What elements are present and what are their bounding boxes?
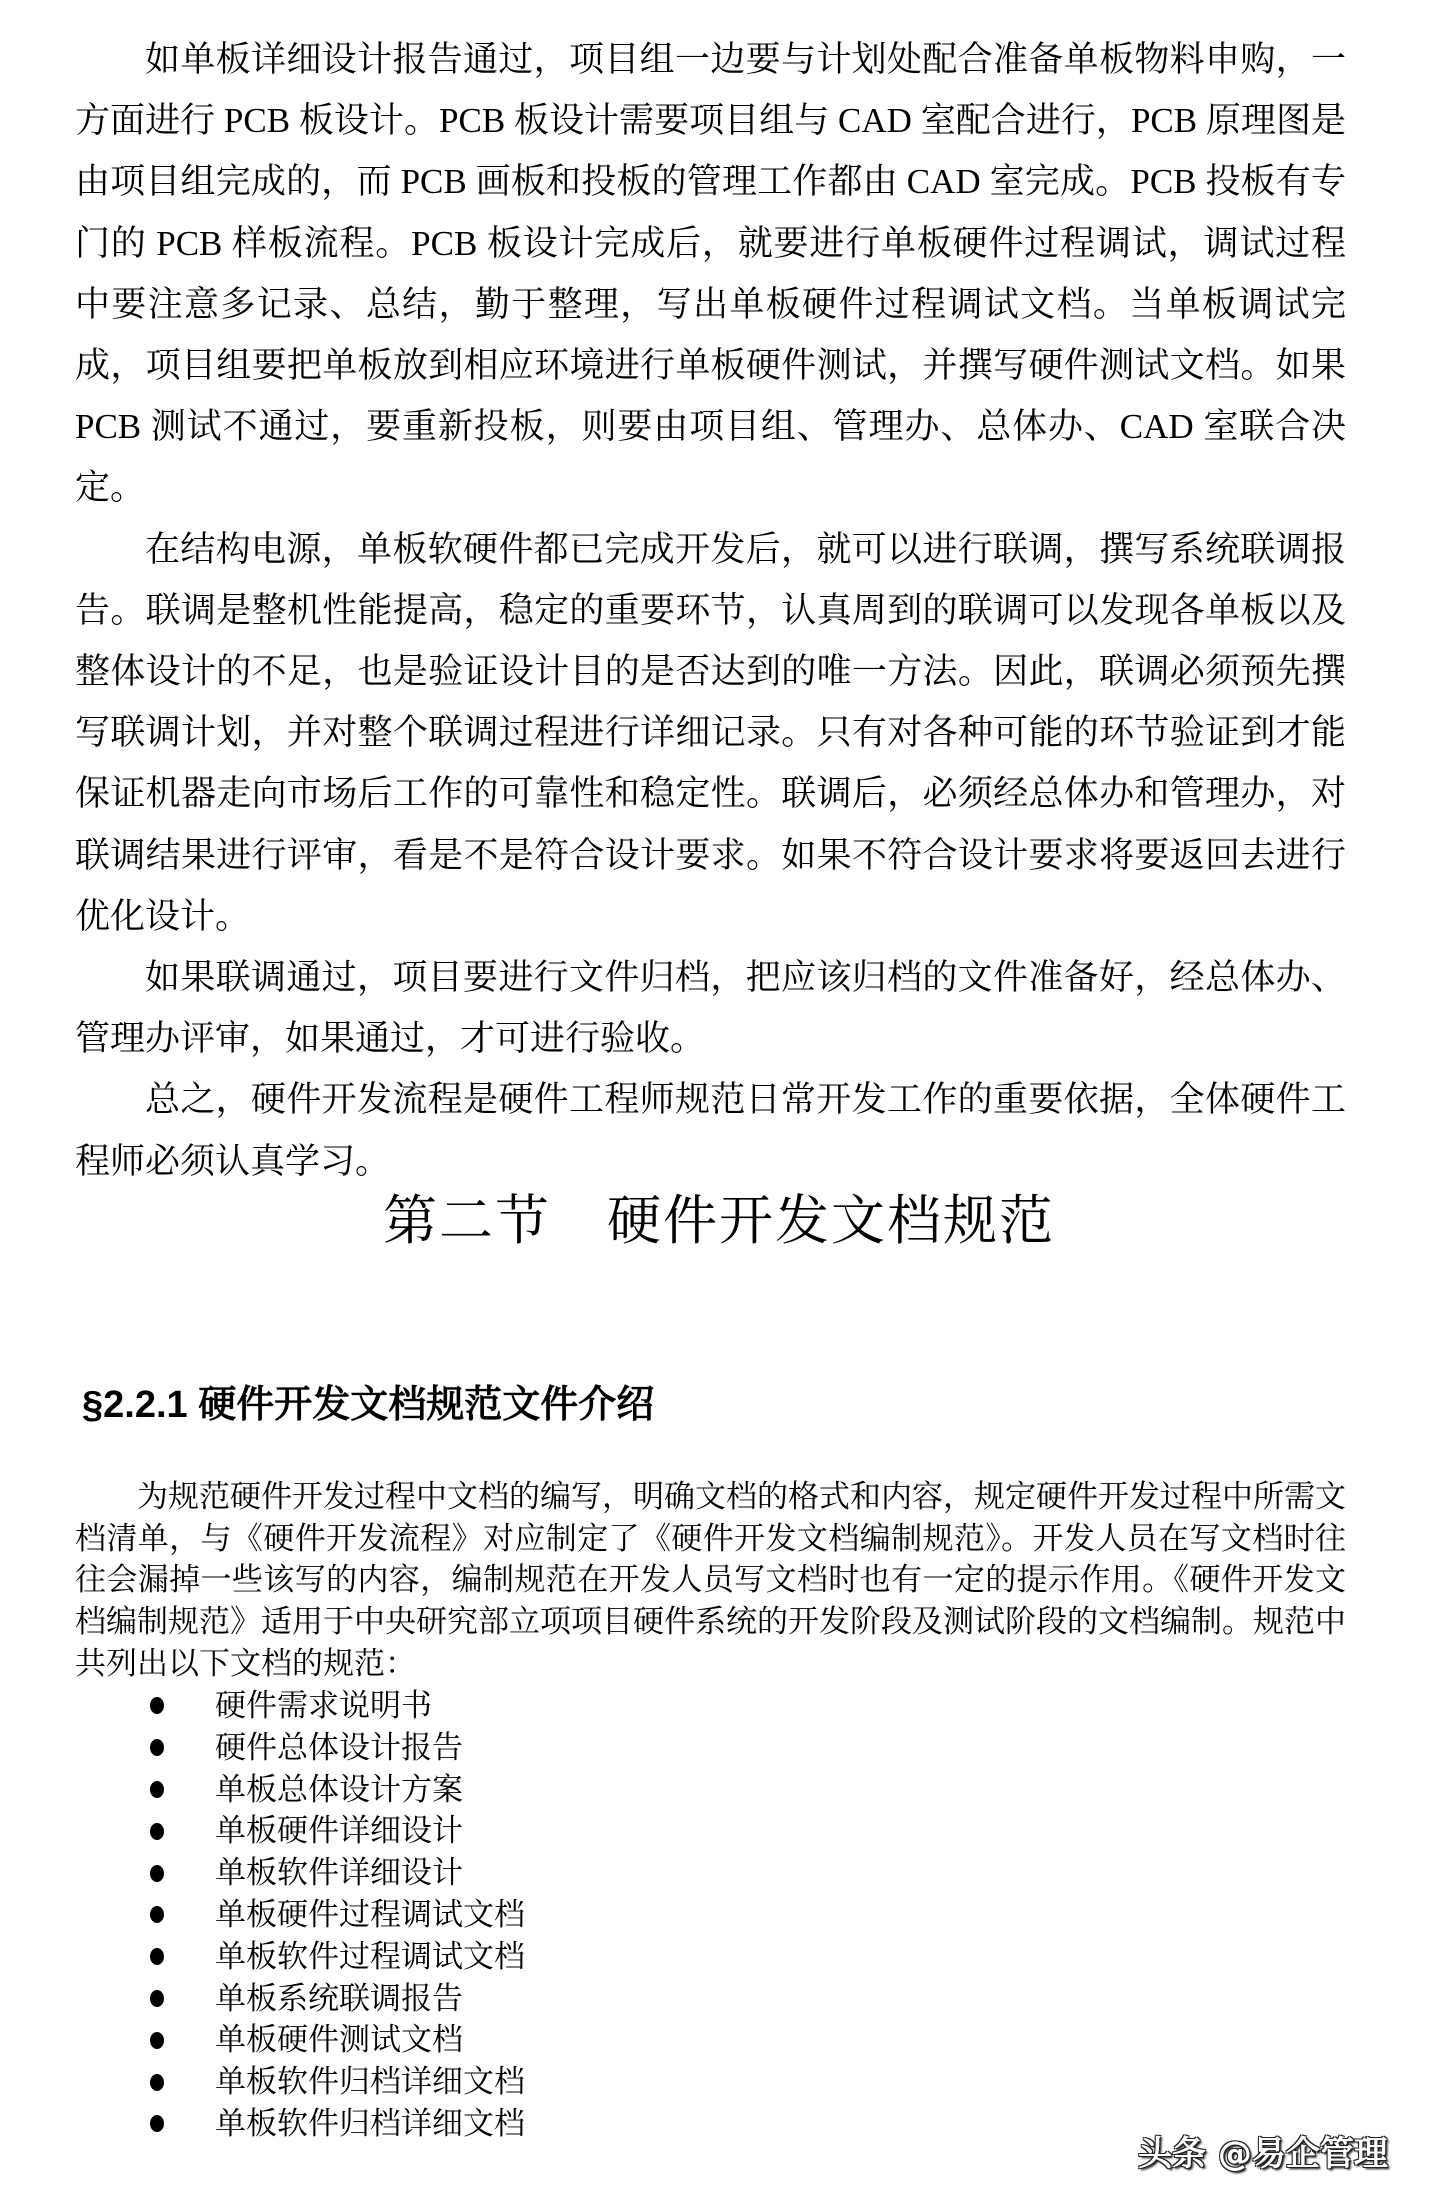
bullet-icon xyxy=(150,1990,164,2007)
list-item xyxy=(150,1685,525,1727)
bullet-icon xyxy=(150,2032,164,2049)
list-item xyxy=(150,1852,525,1894)
list-item xyxy=(150,1810,525,1852)
bullet-icon xyxy=(150,1697,164,1714)
body-text xyxy=(75,29,1346,1192)
list-item xyxy=(150,2019,525,2061)
list-item-label: 单板硬件过程调试文档 xyxy=(215,1896,525,1932)
list-item-label: 单板软件归档详细文档 xyxy=(215,2105,525,2141)
list-item-label: 单板总体设计方案 xyxy=(215,1771,463,1807)
bullet-icon xyxy=(150,1906,164,1923)
list-item xyxy=(150,1769,525,1811)
list-item-label: 单板硬件测试文档 xyxy=(215,2022,463,2058)
paragraph: 总之，硬件开发流程是硬件工程师规范日常开发工作的重要依据，全体硬件工程师必须认真学习。 xyxy=(75,1080,1346,1181)
paragraph: 在结构电源，单板软硬件都已完成开发后，就可以进行联调，撰写系统联调报告。联调是整机性能提高，稳定的重要环节，认真周到的联调可以发现各单板以及整体设计的不足，也是验证设计目的是否达到的唯一方法。因此，联调必须预先撰写联调计划，并对整个联调过程进行详细记录。只有对各种可能的环节验证到才能保证机器走向市场后工作的可靠性和稳定性。联调后，必须经总体办和管理办，对联调结果进行评审，看是不是符合设计要求。如果不符合设计要求将要返回去进行优化设计。 xyxy=(75,529,1346,936)
list-item-label: 硬件总体设计报告 xyxy=(215,1729,463,1765)
bullet-icon xyxy=(150,2074,164,2091)
list-item xyxy=(150,2061,525,2103)
list-item-label: 单板硬件详细设计 xyxy=(215,1813,463,1849)
list-item xyxy=(150,1727,525,1769)
list-item-label: 硬件需求说明书 xyxy=(215,1688,432,1723)
list-item-label: 单板软件过程调试文档 xyxy=(215,1938,525,1974)
list-item-label: 单板软件归档详细文档 xyxy=(215,2064,525,2100)
paragraph: 为规范硬件开发过程中文档的编写，明确文档的格式和内容，规定硬件开发过程中所需文档清单，与《硬件开发流程》对应制定了《硬件开发文档编制规范》。开发人员在写文档时往往会漏掉一些该写的内容，编制规范在开发人员写文档时也有一定的提示作用。《硬件开发文档编制规范》适用于中央研究部立项项目硬件系统的开发阶段及测试阶段的文档编制。规范中共列出以下文档的规范： xyxy=(75,1479,1346,1681)
paragraph: 如单板详细设计报告通过，项目组一边要与计划处配合准备单板物料申购，一方面进行 PCB 板设计。PCB 板设计需要项目组与 CAD 室配合进行，PCB 原理图是由项目组完成的，而 PCB 画板和投板的管理工作都由 CAD 室完成。PCB 投板有专门的 PCB 样板流程。PCB 板设计完成后，就要进行单板硬件过程调试，调试过程中要注意多记录、总结，勤于整理，写出单板硬件过程调试文档。当单板调试完成，项目组要把单板放到相应环境进行单板硬件测试，并撰写硬件测试文档。如果 PCB 测试不通过，要重新投板，则要由项目组、管理办、总体办、CAD 室联合决定。 xyxy=(75,40,1346,508)
subsection-heading: §2.2.1 硬件开发文档规范文件介绍 xyxy=(82,1384,655,1426)
bullet-icon xyxy=(150,1823,164,1840)
list-item xyxy=(150,1894,525,1936)
bullet-icon xyxy=(150,1781,164,1798)
list-item-label: 单板软件详细设计 xyxy=(215,1855,463,1891)
watermark: 头条 @易企管理 xyxy=(1138,2134,1388,2174)
bullet-icon xyxy=(150,1948,164,1965)
section-heading: 第二节 硬件开发文档规范 xyxy=(383,1191,1055,1251)
paragraph: 如果联调通过，项目要进行文件归档，把应该归档的文件准备好，经总体办、管理办评审，如果通过，才可进行验收。 xyxy=(75,958,1346,1059)
bullet-icon xyxy=(150,1739,164,1756)
list-item-label: 单板系统联调报告 xyxy=(215,1980,463,2016)
bullet-icon xyxy=(150,1865,164,1882)
list-item xyxy=(150,1978,525,2020)
bullet-icon xyxy=(150,2115,164,2132)
intro-text xyxy=(75,1476,1346,1685)
list-item xyxy=(150,2103,525,2145)
document-list xyxy=(150,1685,525,2145)
list-item xyxy=(150,1936,525,1978)
